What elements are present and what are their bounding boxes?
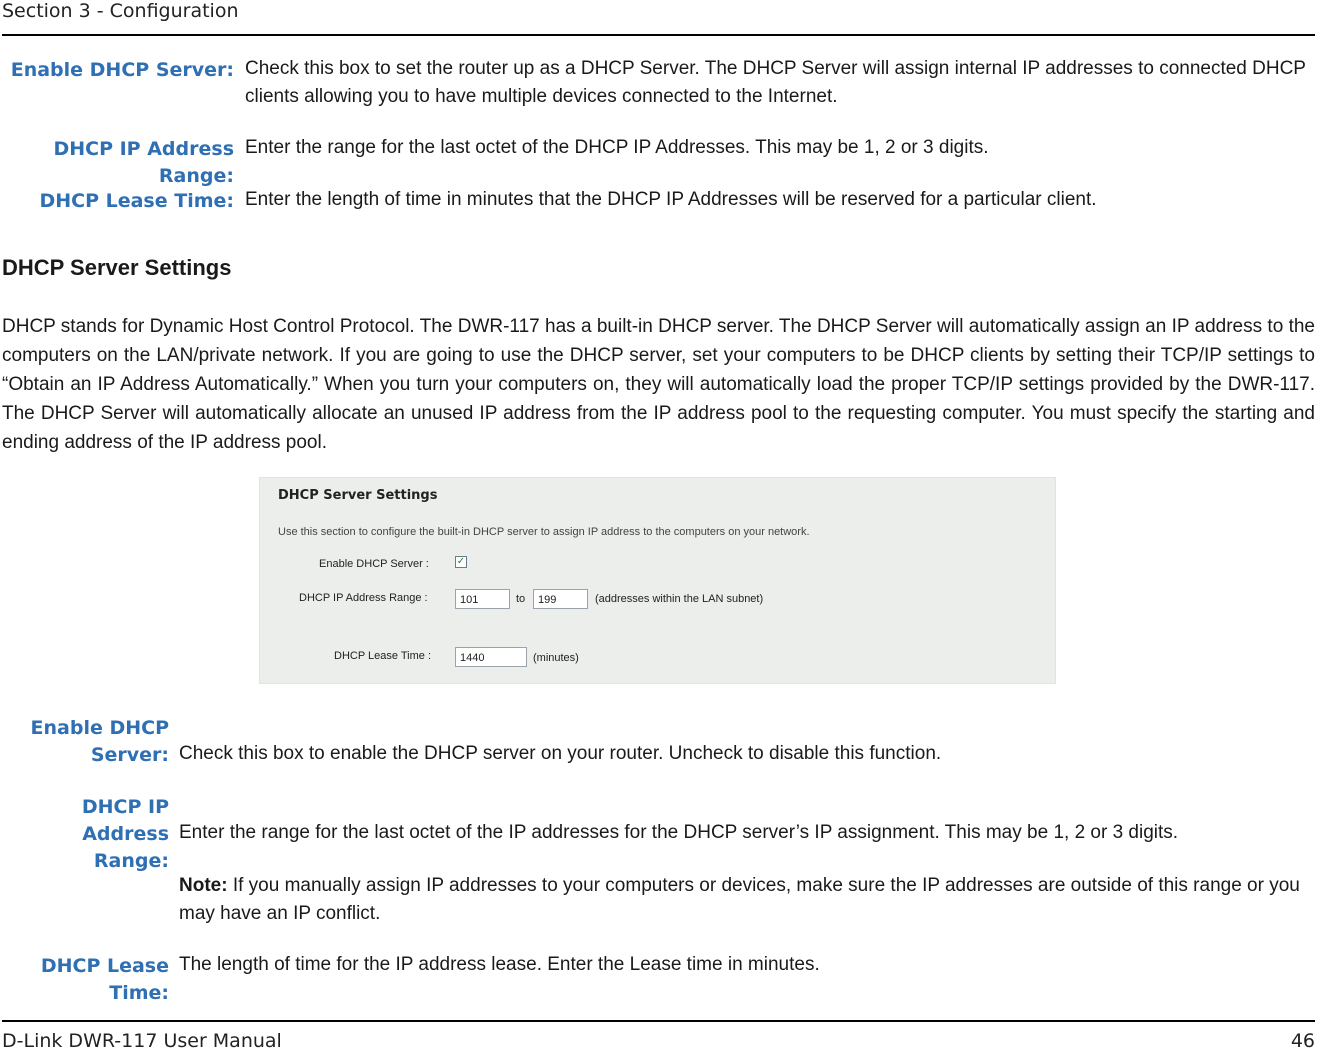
term-enable-dhcp-server: Enable DHCP Server: [10,59,234,81]
section-heading: DHCP Server Settings [2,255,232,280]
screenshot-title: DHCP Server Settings [278,488,438,503]
term-line-1: Enable DHCP [30,717,169,739]
footer-rule [2,1020,1315,1022]
desc-dhcp-ip-address-range-2: Enter the range for the last octet of the IP addresses for the DHCP server’s IP assignment. This may be 1, 2 or 3 digits. [179,822,1179,843]
term-dhcp-lease-time: DHCP Lease Time: [39,190,234,212]
desc-dhcp-ip-address-range: Enter the range for the last octet of the DHCP IP Addresses. This may be 1, 2 or 3 digits. [245,137,989,158]
term-line-2: Range: [93,850,169,872]
header-rule [2,34,1315,36]
lease-label: DHCP Lease Time : [334,650,432,662]
page-number: 46 [1290,1030,1315,1052]
screenshot-subtitle: Use this section to configure the built-in DHCP server to assign IP address to the computers on your network. [278,526,810,538]
check-mark-icon: ✓ [456,556,466,567]
note-text: If you manually assign IP addresses to your computers or devices, make sure the IP addresses are outside of this range or you may have an IP conflict. [179,875,1300,924]
range-start-input[interactable]: 101 [455,589,510,609]
footer-manual-title: D-Link DWR-117 User Manual [2,1030,282,1052]
desc-enable-dhcp-server: Check this box to set the router up as a DHCP Server. The DHCP Server will assign internal IP addresses to connected DHCP clients allowing you to have multiple devices connected to the Internet. [245,58,1306,107]
range-to-label: to [516,593,526,605]
desc-enable-dhcp-server-2: Check this box to enable the DHCP server on your router. Uncheck to disable this function. [179,743,942,764]
range-label: DHCP IP Address Range : [299,592,428,604]
term-line-1: DHCP IP Address [81,796,169,845]
term-dhcp-ip-address-range-2 [2,794,169,875]
range-note: (addresses within the LAN subnet) [595,593,764,605]
section-paragraph: DHCP stands for Dynamic Host Control Protocol. The DWR-117 has a built-in DHCP server. The DHCP Server will automatically assign an IP address to the computers on the LAN/private network. If you are going to use the DHCP server, set your computers to be DHCP clients by setting their TCP/IP settings to “Obtain an IP Address Automatically.” When you turn your computers on, they will automatically load the proper TCP/IP settings provided by the DWR-117. The DHCP Server will automatically allocate an unused IP address from the IP address pool to the requesting computer. You must specify the starting and ending address of the IP address pool. [2,316,1315,453]
range-end-input[interactable]: 199 [533,589,588,609]
section-header: Section 3 - Configuration [2,0,239,22]
enable-dhcp-label: Enable DHCP Server : [319,558,429,570]
lease-time-input[interactable]: 1440 [455,647,527,667]
term-dhcp-lease-time-2: DHCP Lease Time: [40,955,169,1004]
enable-dhcp-checkbox[interactable] [455,556,467,568]
lease-unit: (minutes) [533,652,579,664]
note-label: Note: [179,875,228,896]
desc-dhcp-lease-time: Enter the length of time in minutes that the DHCP IP Addresses will be reserved for a particular client. [245,189,1097,210]
term-dhcp-ip-address-range: DHCP IP Address Range: [53,138,234,187]
term-enable-dhcp-server-2 [2,715,169,769]
desc-dhcp-lease-time-2: The length of time for the IP address lease. Enter the Lease time in minutes. [179,954,820,975]
term-line-2: Server: [90,744,169,766]
note-paragraph [179,872,1315,928]
settings-screenshot [259,477,1056,684]
